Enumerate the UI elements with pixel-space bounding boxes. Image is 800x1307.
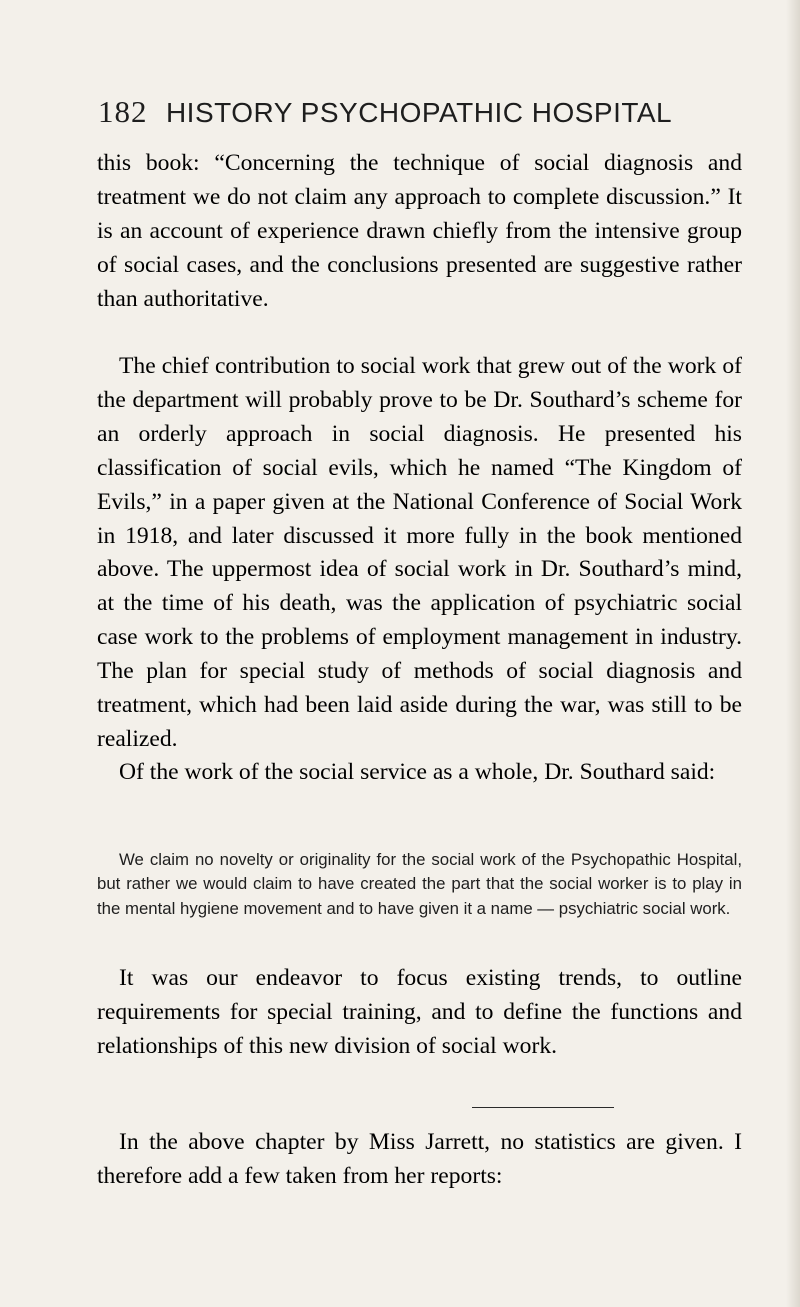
paragraph-continuation: this book: “Concerning the technique of social diagnosis and treatment we do not claim any approach to complete discussion.” It is an account of experience drawn chiefly from the intensive group of social cases, and the conclusions presented are suggestive rather than authoritative. bbox=[97, 150, 742, 312]
page-number: 182 bbox=[98, 94, 148, 129]
paragraph-southard-scheme: The chief contribution to social work that grew out of the work of the department will probably prove to be Dr. Southard’s scheme for an orderly approach in social diagnosis. He presented his classification of social evils, which he named “The Kingdom of Evils,” in a paper given at the National Conference of Social Work in 1918, and later discussed it more fully in the book mentioned above. The uppermost idea of social work in Dr. Southard’s mind, at the time of his death, was the application of psychiatric social case work to the problems of employment management in industry. The plan for special study of methods of social diagnosis and treatment, which had been laid aside during the war, was still to be realized. bbox=[97, 353, 742, 752]
running-header bbox=[98, 94, 748, 134]
paragraph-statistics: In the above chapter by Miss Jarrett, no statistics are given. I therefore add a few taken from her reports: bbox=[97, 1129, 742, 1189]
paragraph-endeavor: It was our endeavor to focus existing trends, to outline requirements for special training, and to define the functions and relationships of this new division of social work. bbox=[97, 965, 742, 1059]
running-title: HISTORY PSYCHOPATHIC HOSPITAL bbox=[165, 97, 673, 128]
paragraph-southard-said: Of the work of the social service as a whole, Dr. Southard said: bbox=[119, 759, 716, 785]
page-edge-shadow bbox=[786, 0, 800, 1307]
section-divider bbox=[472, 1107, 614, 1108]
block-quote: We claim no novelty or originality for the social work of the Psychopathic Hospital, but rather we would claim to have created the part that the social worker is to play in the mental hygiene movement and to have given it a name — psychiatric social work. bbox=[97, 850, 742, 918]
